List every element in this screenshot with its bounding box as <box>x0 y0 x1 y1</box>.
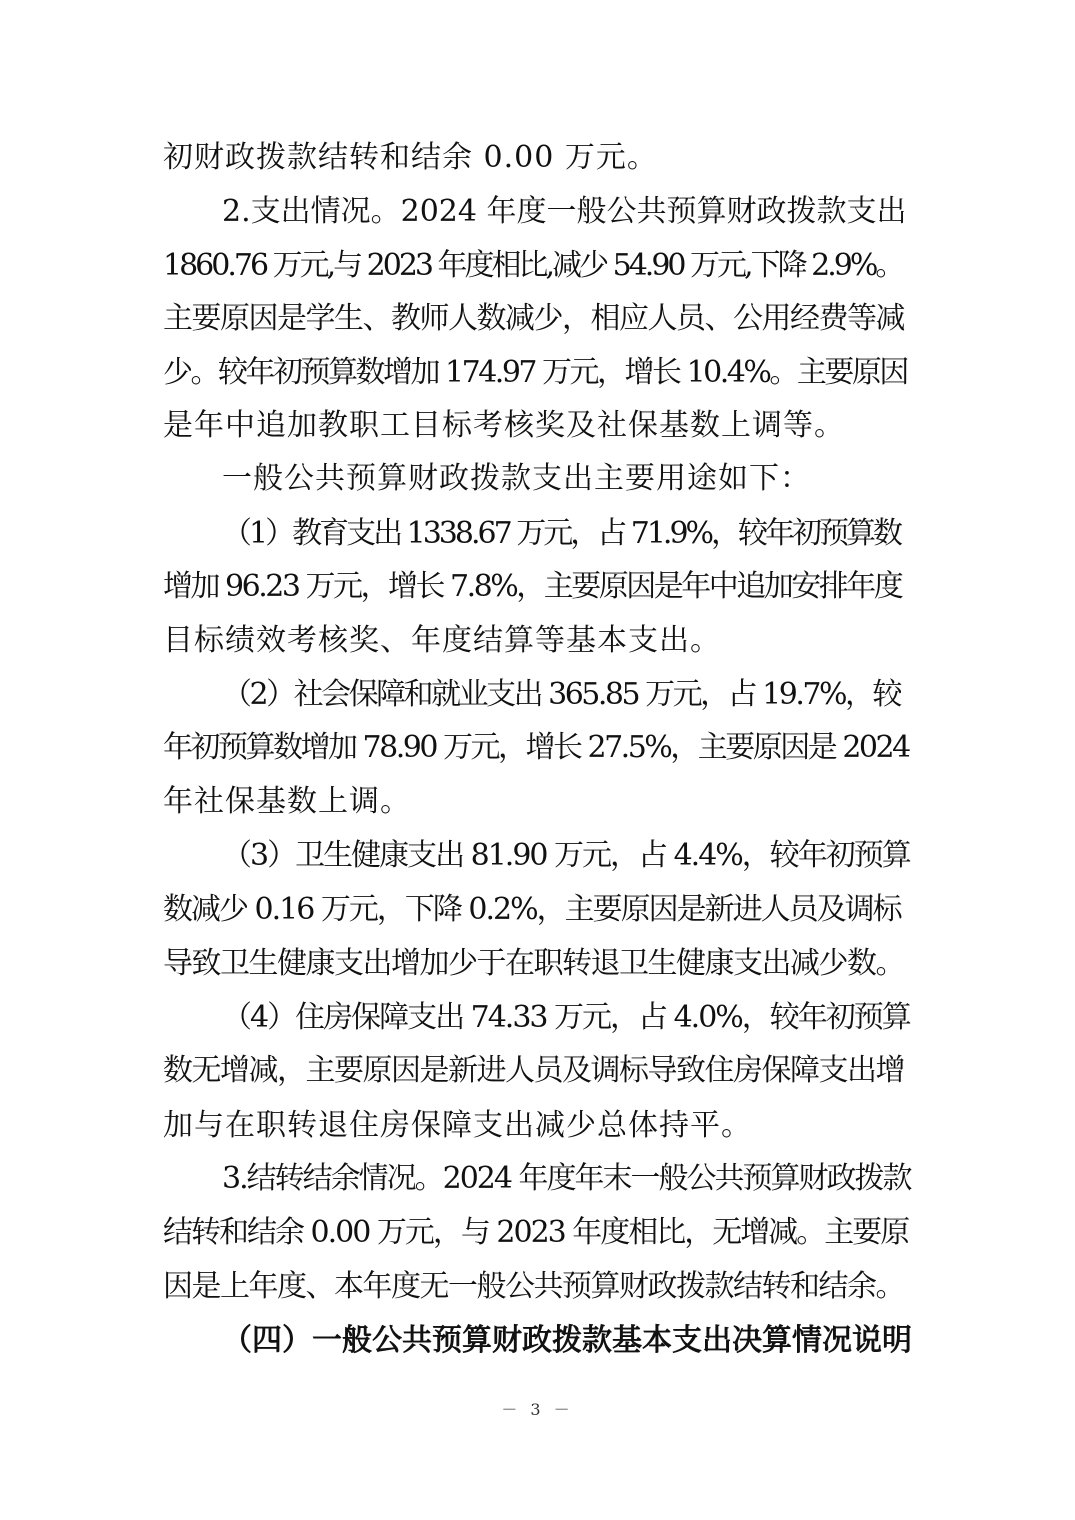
text-line-12: 年初预算数增加 78.90 万元，增长 27.5%，主要原因是 2024 <box>163 730 909 765</box>
text-line-11: （2）社会保障和就业支出 365.85 万元，占 19.7%，较 <box>222 677 900 712</box>
text-line-22: 因是上年度、本年度无一般公共预算财政拨款结转和结余。 <box>163 1269 904 1304</box>
text-line-14: （3）卫生健康支出 81.90 万元，占 4.4%，较年初预算 <box>222 838 910 873</box>
text-line-10: 目标绩效考核奖、年度结算等基本支出。 <box>163 623 721 658</box>
text-line-15: 数减少 0.16 万元，下降 0.2%，主要原因是新进人员及调标 <box>163 892 901 927</box>
text-line-7: 一般公共预算财政拨款支出主要用途如下： <box>222 461 811 496</box>
text-line-1: 初财政拨款结转和结余 0.00 万元。 <box>163 140 658 175</box>
text-line-20: 3.结转结余情况。2024 年度年末一般公共预算财政拨款 <box>222 1161 911 1196</box>
text-line-21: 结转和结余 0.00 万元，与 2023 年度相比，无增减。主要原 <box>163 1215 909 1250</box>
text-line-6: 是年中追加教职工目标考核奖及社保基数上调等。 <box>163 408 845 443</box>
text-line-17: （4）住房保障支出 74.33 万元，占 4.0%，较年初预算 <box>222 1000 910 1035</box>
text-line-3: 1860.76 万元,与 2023 年度相比,减少 54.90 万元,下降 2.9%。 <box>163 248 903 283</box>
text-line-18: 数无增减，主要原因是新进人员及调标导致住房保障支出增 <box>163 1053 904 1088</box>
text-line-16: 导致卫生健康支出增加少于在职转退卫生健康支出减少数。 <box>163 946 904 981</box>
page-number: － 3 － <box>501 1400 574 1419</box>
text-line-2: 2.支出情况。2024 年度一般公共预算财政拨款支出 <box>222 194 907 229</box>
section-heading: （四）一般公共预算财政拨款基本支出决算情况说明 <box>222 1323 912 1358</box>
text-line-8: （1）教育支出 1338.67 万元，占 71.9%，较年初预算数 <box>222 516 901 551</box>
text-line-9: 增加 96.23 万元，增长 7.8%，主要原因是年中追加安排年度 <box>163 569 902 604</box>
text-line-4: 主要原因是学生、教师人数减少，相应人员、公用经费等减 <box>163 301 904 336</box>
text-line-13: 年社保基数上调。 <box>163 784 411 819</box>
text-line-19: 加与在职转退住房保障支出减少总体持平。 <box>163 1108 752 1143</box>
text-line-5: 少。较年初预算数增加 174.97 万元，增长 10.4%。主要原因 <box>163 355 907 390</box>
